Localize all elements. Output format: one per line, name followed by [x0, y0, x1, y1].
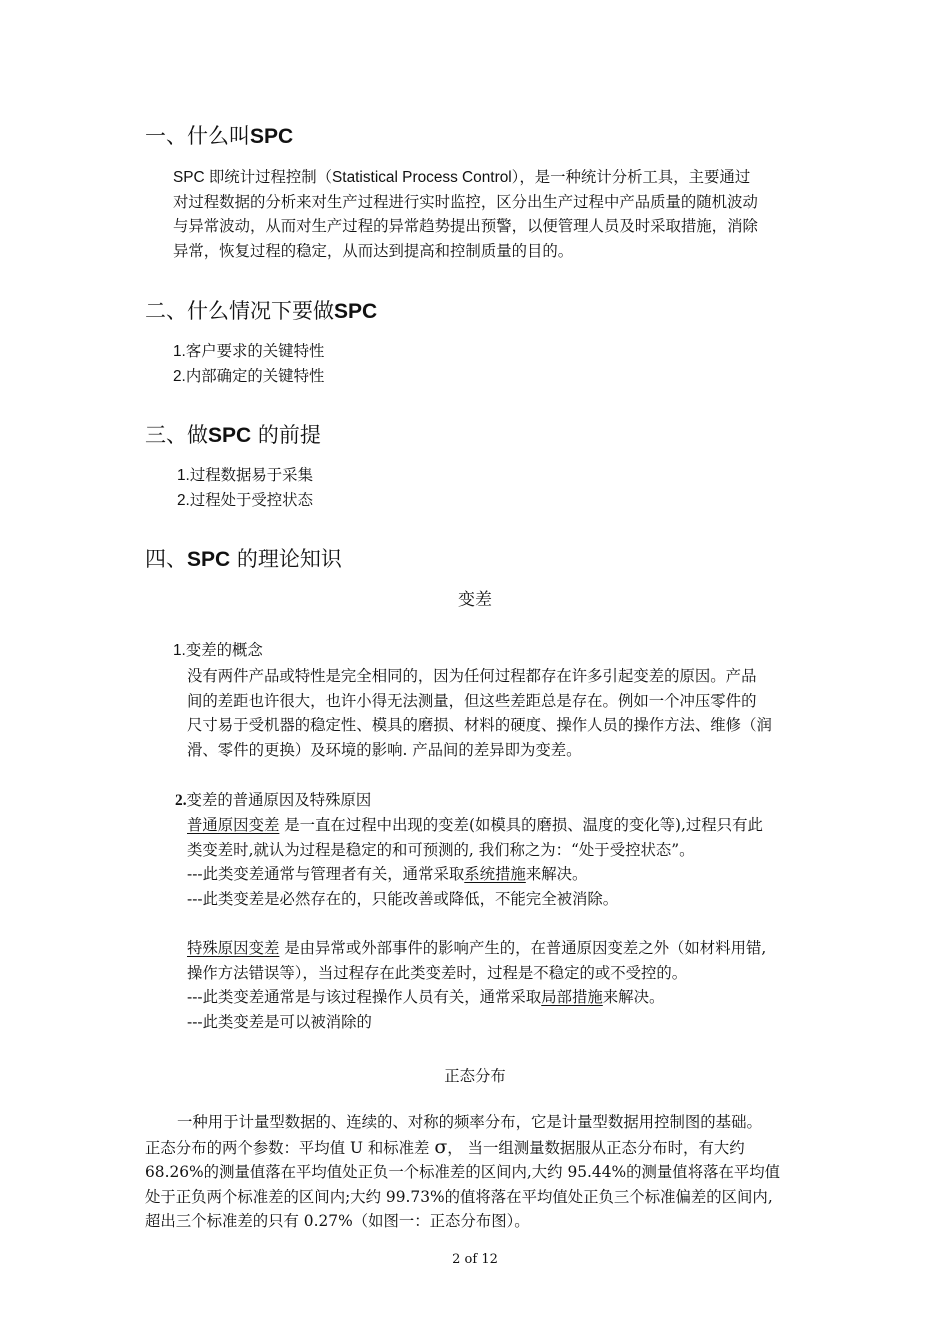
section-3-number: 三、做 [145, 423, 208, 447]
causes-heading: 2.变差的普通原因及特殊原因 [175, 791, 372, 809]
section-3-spc: SPC [208, 424, 252, 447]
special-cause-text: 是由异常或外部事件的影响产生的，在普通原因变差之外（如材料用错, [279, 939, 767, 957]
common-cause-line [187, 813, 813, 838]
special-cause-term: 特殊原因变差 [187, 939, 280, 957]
section-4-tail: 的理论知识 [236, 547, 342, 571]
normal-distribution-body [145, 1110, 813, 1234]
note-text: 来解决。 [525, 865, 588, 883]
page-number: 2 of 12 [452, 1252, 498, 1267]
section-2-number: 二、什么情况下要做 [145, 299, 334, 323]
concept-heading: 1.变差的概念 [173, 642, 263, 659]
section-1-heading [145, 122, 293, 151]
section-1-line: 对过程数据的分析来对生产过程进行实时监控，区分出生产过程中产品质量的随机波动 [173, 193, 758, 211]
normal-line [145, 1135, 813, 1161]
section-4-heading [145, 545, 342, 574]
special-cause-note [187, 985, 813, 1010]
section-3-heading [145, 421, 321, 450]
section-2-list [173, 340, 324, 389]
variation-title: 变差 [458, 590, 492, 610]
concept-line: 尺寸易于受机器的稳定性、模具的磨损、材料的硬度、操作人员的操作方法、维修（润 [187, 716, 772, 734]
section-2-heading [145, 297, 377, 326]
section-3-tail: 的前提 [257, 423, 321, 447]
special-cause-block [187, 936, 813, 1034]
concept-line: 滑、零件的更换）及环境的影响. 产品间的差异即为变差。 [187, 740, 582, 759]
common-cause-note [187, 862, 813, 887]
normal-distribution-title: 正态分布 [444, 1067, 506, 1085]
note-text: 来解决。 [602, 988, 665, 1006]
special-cause-line [187, 936, 813, 961]
section-2-spc: SPC [334, 300, 378, 323]
list-item: 1.客户要求的关键特性 [173, 343, 325, 360]
note-text: ---此类变差通常与管理者有关，通常采取 [187, 865, 465, 883]
special-cause-line: 操作方法错误等），当过程存在此类变差时，过程是不稳定的或不受控的。 [187, 963, 688, 982]
normal-line: 处于正负两个标准差的区间内;大约 99.73%的值将落在平均值处正负三个标准偏差的区间内, [145, 1187, 773, 1206]
normal-line: 68.26%的测量值落在平均值处正负一个标准差的区间内,大约 95.44%的测量值将落在平均值 [145, 1163, 781, 1181]
section-1-line: 异常，恢复过程的稳定，从而达到提高和控制质量的目的。 [173, 242, 574, 260]
causes-heading-rest: 变差的普通原因及特殊原因 [186, 791, 372, 809]
normal-line: 超出三个标准差的只有 0.27%（如图一：正态分布图）。 [145, 1212, 530, 1230]
section-1-number: 一、什么叫 [145, 124, 250, 148]
note-text: ---此类变差通常是与该过程操作人员有关，通常采取 [187, 988, 542, 1006]
sigma-symbol: σ [434, 1135, 448, 1158]
section-1-body [173, 166, 813, 264]
normal-line: 一种用于计量型数据的、连续的、对称的频率分布，它是计量型数据用控制图的基础。 [177, 1113, 762, 1131]
common-cause-block [187, 813, 813, 911]
concept-body [187, 664, 813, 762]
list-item: 1.过程数据易于采集 [177, 467, 313, 484]
section-3-list [177, 464, 313, 513]
concept-line: 间的差距也许很大，也许小得无法测量，但这些差距总是存在。例如一个冲压零件的 [187, 691, 757, 710]
common-cause-line: 类变差时,就认为过程是稳定的和可预测的, 我们称之为：“处于受控状态”。 [187, 840, 695, 859]
section-1-spc: SPC [250, 125, 294, 148]
list-item: 2.过程处于受控状态 [177, 491, 313, 509]
common-cause-term: 普通原因变差 [187, 816, 280, 834]
local-measure-term: 局部措施 [541, 988, 603, 1006]
section-4-spc: SPC [187, 548, 231, 571]
normal-line-text: ， 当一组测量数据服从正态分布时，有大约 [447, 1138, 745, 1157]
common-cause-text: 是一直在过程中出现的变差(如模具的磨损、温度的变化等),过程只有此 [279, 816, 763, 834]
section-1-line: 与异常波动，从而对生产过程的异常趋势提出预警，以便管理人员及时采取措施，消除 [173, 218, 758, 235]
section-4-number: 四、 [145, 547, 187, 571]
special-cause-note: ---此类变差是可以被消除的 [187, 1012, 372, 1031]
common-cause-note: ---此类变差是必然存在的，只能改善或降低，不能完全被消除。 [187, 889, 619, 908]
normal-line-text: 正态分布的两个参数：平均值 U 和标准差 [145, 1138, 430, 1157]
system-measure-term: 系统措施 [464, 865, 526, 883]
list-item: 2.内部确定的关键特性 [173, 367, 325, 385]
section-1-line: SPC 即统计过程控制（Statistical Process Control），是一种统计分析工具，主要通过 [173, 169, 751, 186]
concept-line: 没有两件产品或特性是完全相同的，因为任何过程都存在许多引起变差的原因。产品 [187, 667, 757, 685]
